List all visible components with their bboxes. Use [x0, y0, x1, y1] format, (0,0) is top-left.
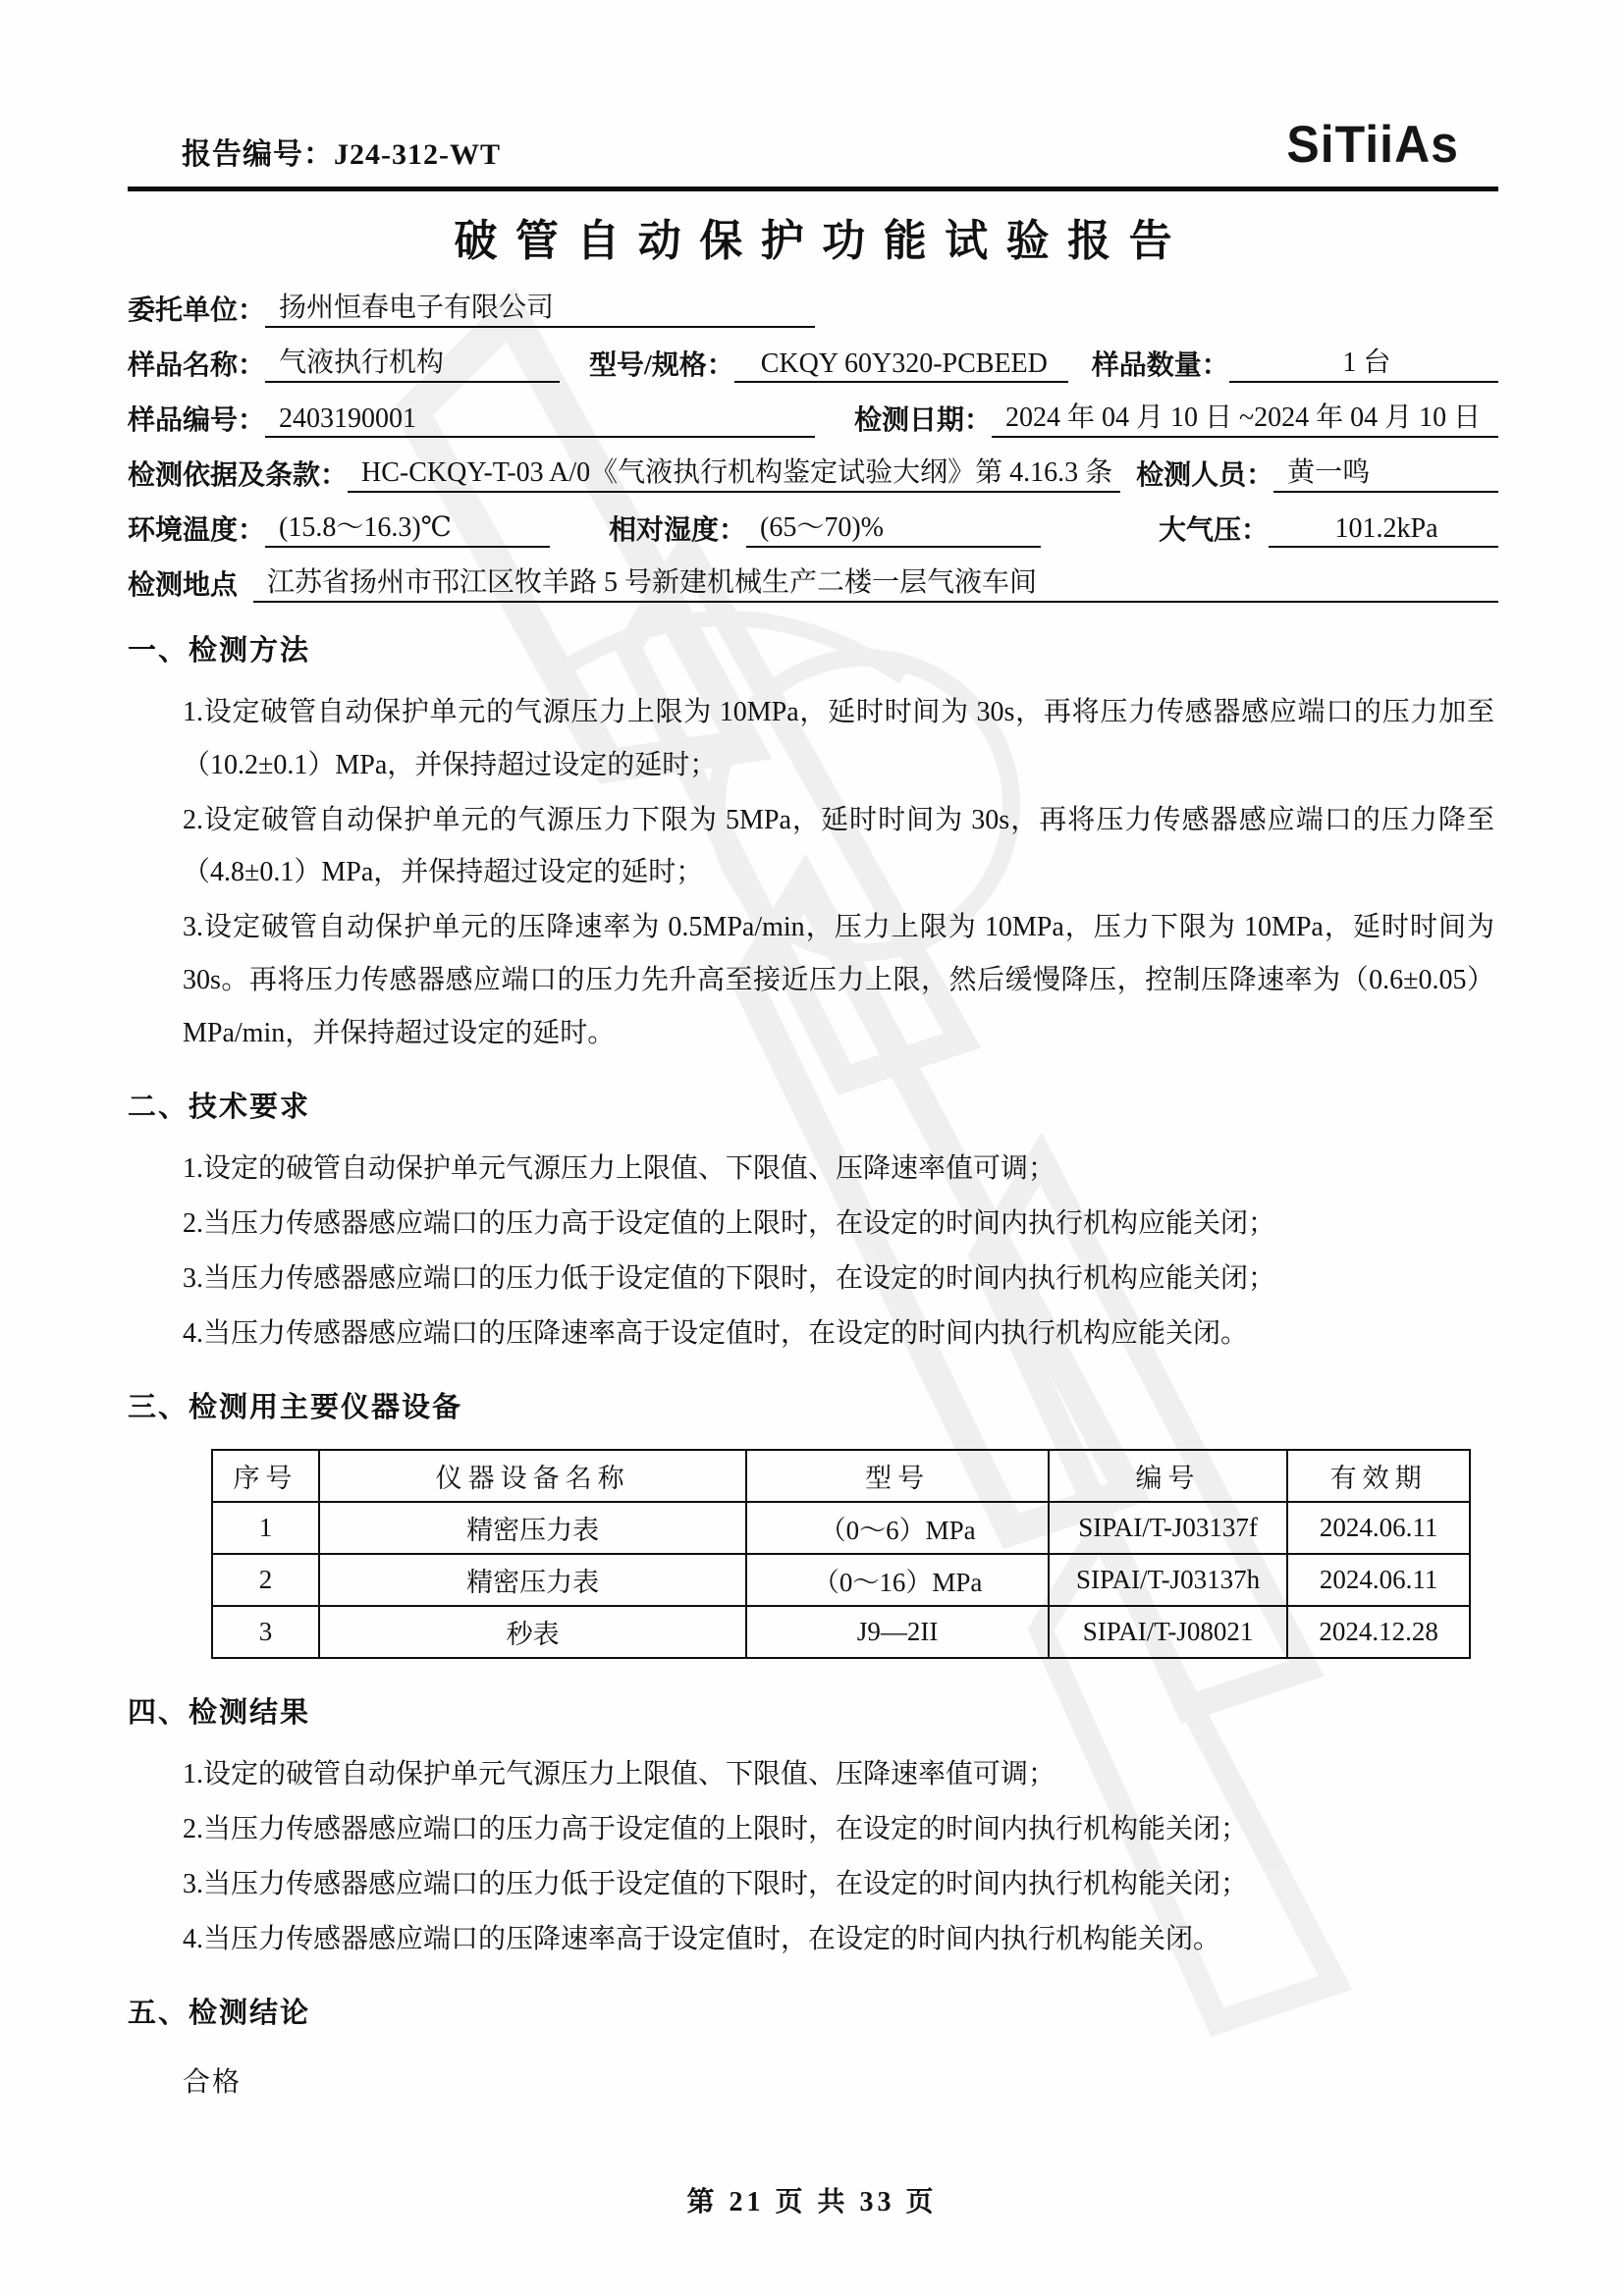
cell-name: 秒表 [319, 1606, 747, 1658]
location-value: 江苏省扬州市邗江区牧羊路 5 号新建机械生产二楼一层气液车间 [253, 561, 1498, 603]
client-value: 扬州恒春电子有限公司 [265, 286, 815, 328]
inspector-value: 黄一鸣 [1273, 451, 1498, 493]
cell-index: 2 [212, 1554, 319, 1606]
report-number [182, 130, 501, 173]
info-row-location [128, 561, 1498, 603]
cell-validity: 2024.06.11 [1287, 1502, 1470, 1554]
cell-name: 精密压力表 [319, 1502, 747, 1554]
report-number-value: J24-312-WT [334, 138, 501, 171]
location-label: 检测地点 [128, 570, 239, 601]
report-number-label: 报告编号： [182, 138, 334, 171]
col-header-serial: 编号 [1049, 1450, 1287, 1502]
col-header-validity: 有效期 [1287, 1450, 1470, 1502]
method-item-2: 2.设定破管自动保护单元的气源压力下限为 5MPa，延时时间为 30s，再将压力传感器感应端口的压力降至（4.8±0.1）MPa，并保持超过设定的延时； [183, 804, 1494, 888]
quantity-label: 样品数量： [1091, 350, 1229, 381]
cell-index: 3 [212, 1606, 319, 1658]
requirement-item-3: 3.当压力传感器感应端口的压力低于设定值的下限时，在设定的时间内执行机构应能关闭； [183, 1262, 1276, 1294]
client-label: 委托单位： [128, 295, 266, 326]
result-item-2: 2.当压力传感器感应端口的压力高于设定值的上限时，在设定的时间内执行机构能关闭； [183, 1814, 1249, 1844]
basis-label: 检测依据及条款： [128, 460, 349, 491]
info-row-sample [128, 341, 1498, 383]
section-results-body [128, 1748, 1498, 1965]
model-label: 型号/规格： [589, 350, 734, 381]
basis-value: HC-CKQY-T-03 A/0《气液执行机构鉴定试验大纲》第 4.16.3 条 [348, 451, 1120, 493]
method-item-1: 1.设定破管自动保护单元的气源压力上限为 10MPa，延时时间为 30s，再将压力传感器感应端口的压力加至（10.2±0.1）MPa，并保持超过设定的延时； [183, 697, 1494, 780]
table-row [212, 1606, 1470, 1658]
quantity-value: 1 台 [1229, 341, 1498, 383]
cell-validity: 2024.06.11 [1287, 1554, 1470, 1606]
header [128, 116, 1498, 173]
conclusion-value: 合格 [183, 2067, 243, 2099]
info-row-client [128, 286, 1498, 328]
sitiias-logo: SiTiiAs [1286, 115, 1459, 174]
table-row [212, 1502, 1470, 1554]
equipment-table [211, 1449, 1471, 1659]
cell-model: （0～6）MPa [746, 1502, 1048, 1554]
result-item-3: 3.当压力传感器感应端口的压力低于设定值的下限时，在设定的时间内执行机构能关闭； [183, 1868, 1249, 1899]
table-row [212, 1554, 1470, 1606]
sample-name-value: 气液执行机构 [265, 341, 560, 383]
equipment-table-header-row [212, 1450, 1470, 1502]
section-requirements-body [128, 1143, 1498, 1360]
pressure-label: 大气压： [1159, 515, 1270, 546]
cell-index: 1 [212, 1502, 319, 1554]
section-requirements-heading: 二、技术要求 [128, 1092, 311, 1124]
temp-value: (15.8～16.3)℃ [265, 506, 550, 548]
info-row-basis [128, 451, 1498, 493]
col-header-name: 仪器设备名称 [319, 1450, 747, 1502]
page-title: 破管自动保护功能试验报告 [454, 217, 1191, 265]
cell-model: （0～16）MPa [746, 1554, 1048, 1606]
info-row-number-date [128, 396, 1498, 438]
section-method-heading: 一、检测方法 [128, 635, 311, 667]
cell-name: 精密压力表 [319, 1554, 747, 1606]
test-date-value: 2024 年 04 月 10 日 ~2024 年 04 月 10 日 [992, 396, 1498, 438]
humidity-label: 相对湿度： [609, 515, 747, 546]
pressure-value: 101.2kPa [1269, 513, 1498, 548]
col-header-index: 序号 [212, 1450, 319, 1502]
cell-serial: SIPAI/T-J03137h [1049, 1554, 1287, 1606]
sample-info [128, 286, 1498, 603]
sample-name-label: 样品名称： [128, 350, 266, 381]
temp-label: 环境温度： [128, 515, 266, 546]
section-equipment-heading: 三、检测用主要仪器设备 [128, 1392, 463, 1424]
model-value: CKQY 60Y320-PCBEED [734, 348, 1068, 383]
test-date-label: 检测日期： [854, 405, 993, 436]
humidity-value: (65～70)% [746, 506, 1041, 548]
section-method-body [128, 686, 1498, 1059]
inspector-label: 检测人员： [1136, 460, 1274, 491]
section-conclusion-heading: 五、检测结论 [128, 1998, 311, 2030]
cell-serial: SIPAI/T-J08021 [1049, 1606, 1287, 1658]
requirement-item-1: 1.设定的破管自动保护单元气源压力上限值、下限值、压降速率值可调； [183, 1153, 1056, 1185]
section-results-heading: 四、检测结果 [128, 1697, 311, 1730]
page-footer: 第 21 页 共 33 页 [686, 2187, 938, 2217]
equipment-table-wrap [128, 1443, 1498, 1659]
cell-serial: SIPAI/T-J03137f [1049, 1502, 1287, 1554]
requirement-item-2: 2.当压力传感器感应端口的压力高于设定值的上限时，在设定的时间内执行机构应能关闭； [183, 1208, 1276, 1239]
cell-model: J9—2II [746, 1606, 1048, 1658]
sample-no-label: 样品编号： [128, 405, 266, 436]
requirement-item-4: 4.当压力传感器感应端口的压降速率高于设定值时，在设定的时间内执行机构应能关闭。 [183, 1317, 1249, 1349]
sample-no-value: 2403190001 [265, 403, 815, 438]
method-item-3: 3.设定破管自动保护单元的压降速率为 0.5MPa/min，压力上限为 10MPa，压力下限为 10MPa，延时时间为 30s。再将压力传感器感应端口的压力先升高至接近压力上限，然后缓慢降压，控制压降速率为（0.6±0.05）MPa/min，并保持超过设定的延时。 [183, 912, 1494, 1048]
header-divider [128, 187, 1498, 191]
cell-validity: 2024.12.28 [1287, 1606, 1470, 1658]
info-row-environment [128, 506, 1498, 548]
col-header-model: 型号 [746, 1450, 1048, 1502]
result-item-4: 4.当压力传感器感应端口的压降速率高于设定值时，在设定的时间内执行机构能关闭。 [183, 1923, 1221, 1954]
result-item-1: 1.设定的破管自动保护单元气源压力上限值、下限值、压降速率值可调； [183, 1759, 1056, 1790]
